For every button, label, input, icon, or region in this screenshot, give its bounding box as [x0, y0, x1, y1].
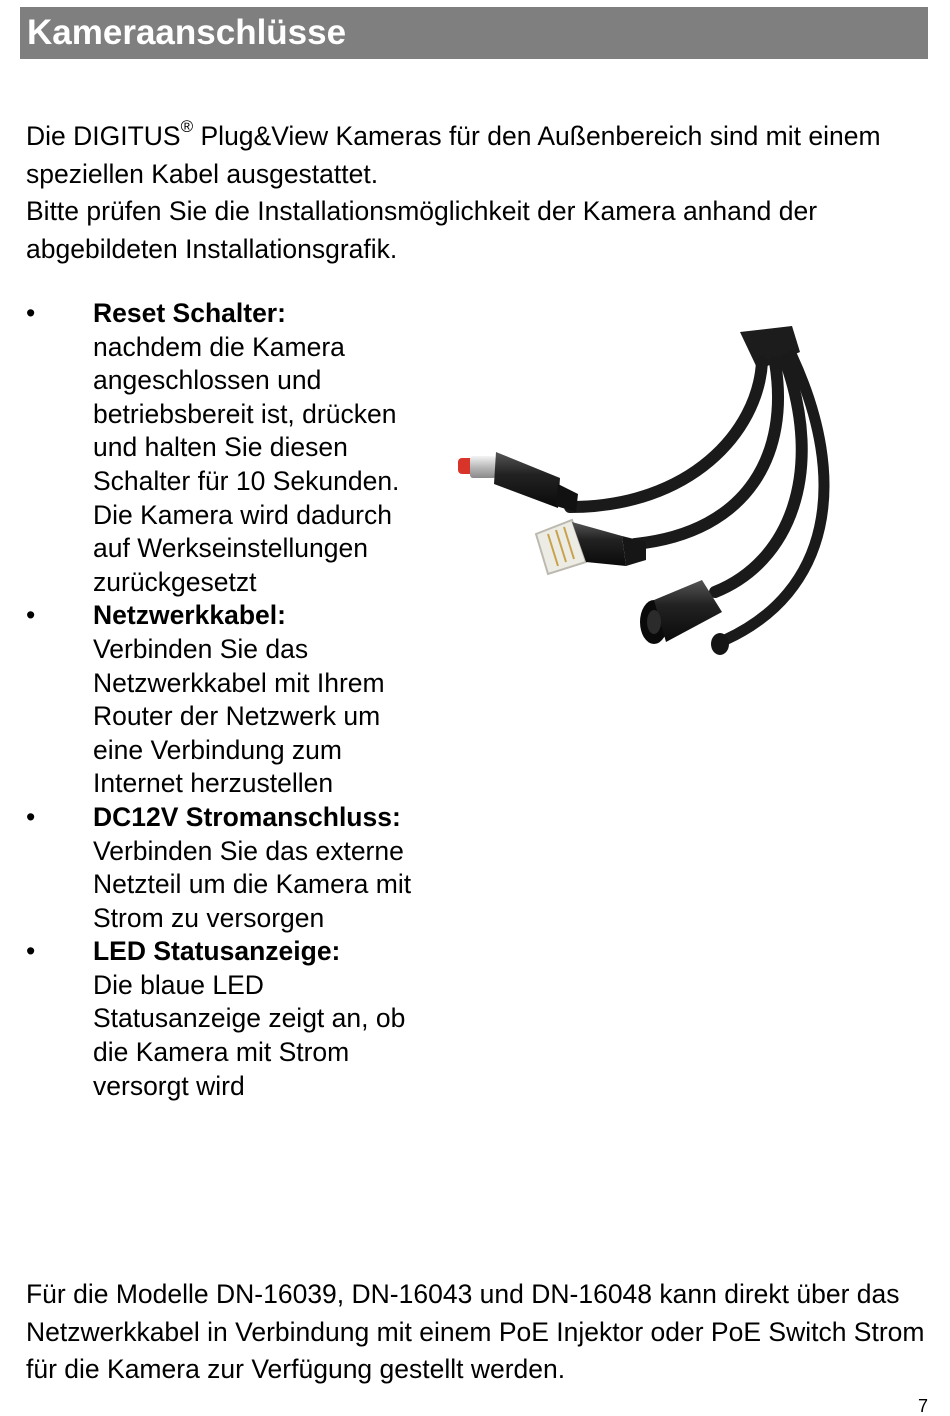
section-header — [20, 7, 928, 59]
page-number: 7 — [917, 1396, 928, 1416]
section-title: Kameraanschlüsse — [27, 13, 347, 52]
led-status-connector — [711, 633, 729, 655]
intro-line-1-rest: Plug&View Kameras für den Außenbereich sind mit einem speziellen Kabel ausgestattet. — [26, 121, 881, 189]
registered-mark: ® — [180, 117, 194, 137]
bullet-icon: • — [26, 936, 36, 967]
camera-cable-photo — [440, 322, 900, 692]
network-connector — [536, 520, 646, 574]
list-item-title: DC12V Stromanschluss: — [93, 801, 401, 832]
intro-paragraph — [26, 118, 931, 268]
intro-line-2: Bitte prüfen Sie die Installationsmöglichkeit der Kamera anhand der abgebildeten Installationsgrafik. — [26, 196, 818, 264]
list-item — [26, 599, 426, 801]
list-item-text: Verbinden Sie das Netzwerkkabel mit Ihrem Router der Netzwerk um eine Verbindung zum Internet herzustellen — [93, 633, 385, 799]
list-item-text: Die blaue LED Statusanzeige zeigt an, ob die Kamera mit Strom versorgt wird — [93, 969, 406, 1101]
poe-note: Für die Modelle DN-16039, DN-16043 und DN-16048 kann direkt über das Netzwerkkabel in Verbindung mit einem PoE Injektor oder PoE Switch Strom für die Kamera zur Verfügung gestellt werden. — [26, 1279, 925, 1384]
bullet-icon: • — [26, 298, 36, 328]
list-item — [26, 801, 426, 935]
list-item-text: nachdem die Kamera angeschlossen und betriebsbereit ist, drücken und halten Sie diesen Schalter für 10 Sekunden. Die Kamera wird dadurch auf Werkseinstellungen zurückgesetzt — [93, 331, 400, 597]
reset-button-connector — [458, 452, 578, 512]
intro-brand-text: Die DIGITUS — [26, 121, 181, 151]
list-item-text: Verbinden Sie das externe Netzteil um die Kamera mit Strom zu versorgen — [93, 835, 412, 933]
list-item-title: Reset Schalter: — [93, 298, 286, 328]
bullet-icon: • — [26, 600, 36, 631]
list-item-title: LED Statusanzeige: — [93, 936, 341, 967]
list-item-title: Netzwerkkabel: — [93, 600, 286, 631]
camera-cable-icon — [440, 322, 900, 692]
connector-list — [26, 297, 426, 1103]
bullet-icon: • — [26, 801, 36, 832]
list-item — [26, 935, 426, 1103]
list-item — [26, 297, 426, 599]
intro-line-1 — [26, 118, 931, 193]
